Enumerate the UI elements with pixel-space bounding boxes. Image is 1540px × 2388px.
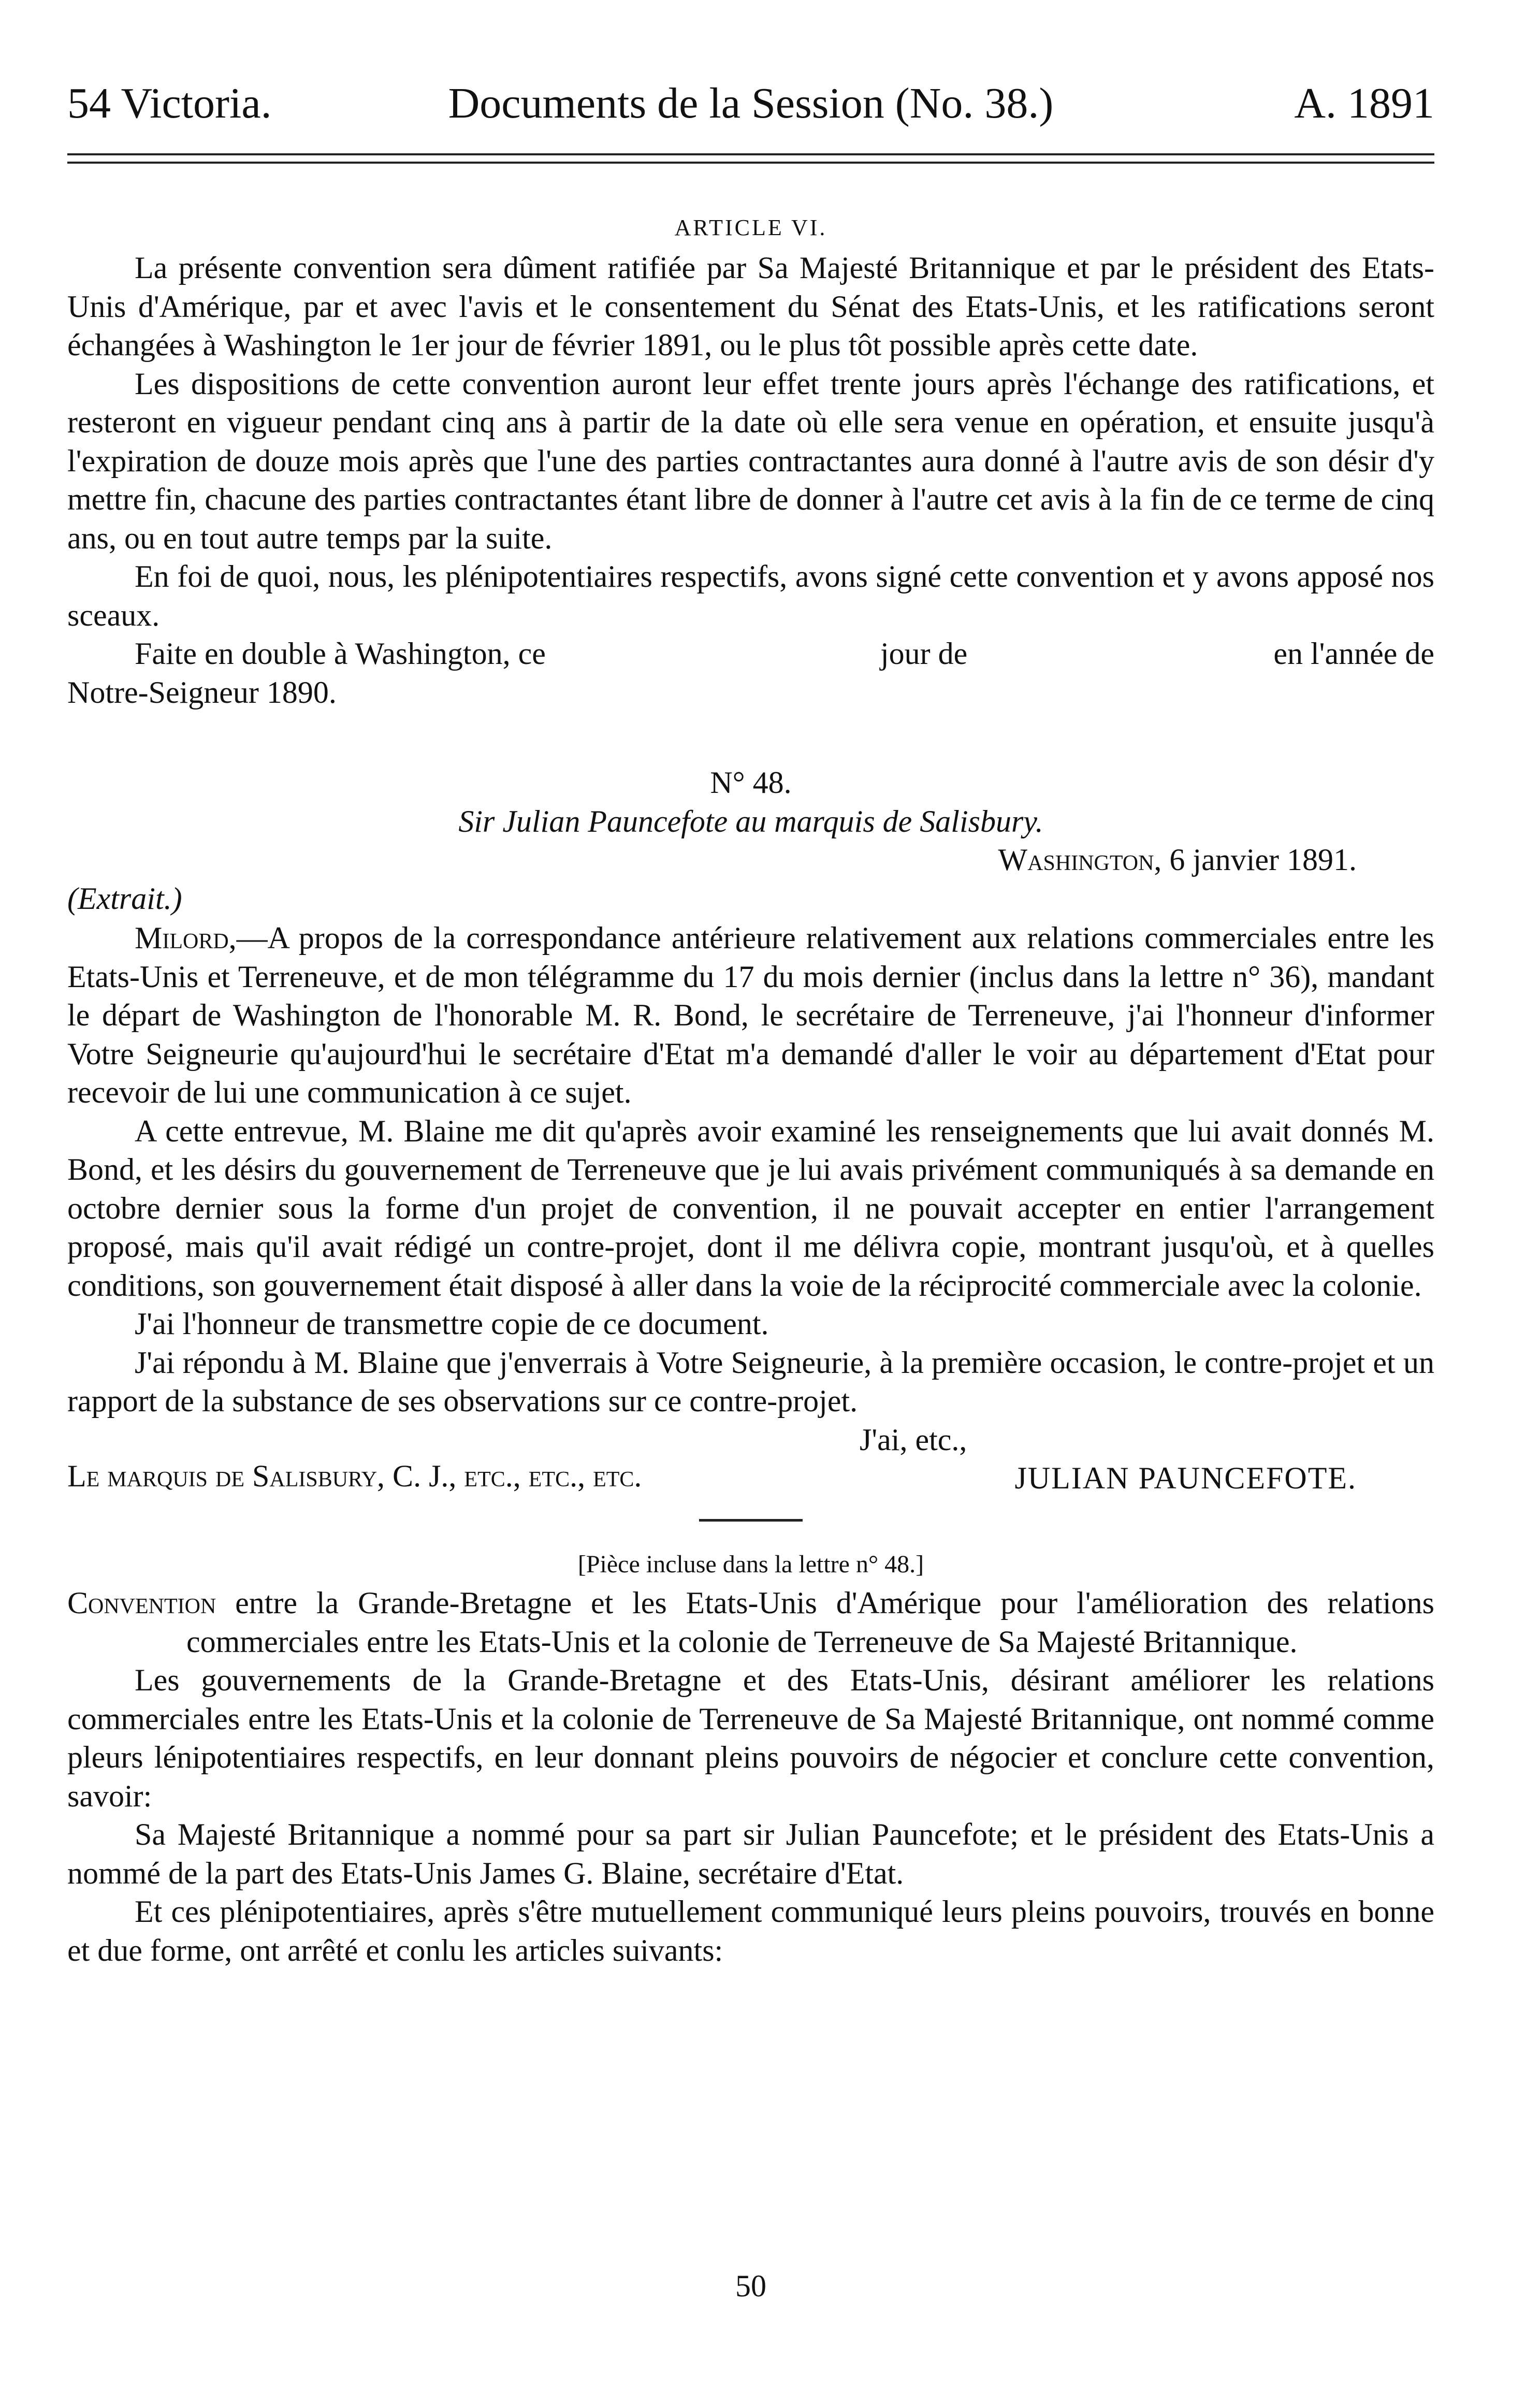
- header-year: A. 1891: [1294, 79, 1434, 127]
- letter-place-date: [67, 841, 1434, 879]
- article-paragraph: La présente convention sera dûment ratifiée par Sa Majesté Britannique et par le président des Etats-Unis d'Amérique, par et avec l'avis et le consentement du Sénat des Etats-Unis, et les ratifications seront échangées à Washington le 1er jour de février 1891, ou le plus tôt possible après cette date.: [67, 251, 1434, 362]
- convention-paragraph: Sa Majesté Britannique a nommé pour sa part sir Julian Pauncefote; et le président des Etats-Unis a nommé de la part des Etats-Unis James G. Blaine, secrétaire d'Etat.: [67, 1817, 1434, 1890]
- header-rule-top: [67, 153, 1434, 155]
- header-session-title: Documents de la Session (No. 38.): [448, 79, 1054, 127]
- extract-note: (Extrait.): [67, 881, 182, 916]
- letter-addressee-line: [67, 1457, 1434, 1498]
- letter-paragraph-text: —A propos de la correspondance antérieure relativement aux relations commerciales entre les Etats-Unis et Terreneuve, et de mon télégramme du 17 du mois dernier (inclus dans la lettre n° 36), mandant le départ de Washington de l'honorable M. R. Bond, le secrétaire de Terreneuve, j'ai l'honneur d'informer Votre Seigneurie qu'aujourd'hui le secrétaire d'Etat m'a demandé d'aller le voir au département d'Etat pour recevoir de lui une communication à ce sujet.: [67, 921, 1434, 1109]
- execution-clause-part: jour de: [880, 636, 968, 671]
- section-divider: [699, 1519, 803, 1522]
- convention-paragraph: Les gouvernements de la Grande-Bretagne et des Etats-Unis, désirant améliorer les relations commerciales entre les Etats-Unis et la colonie de Terreneuve de Sa Majesté Britannique, ont nommé comme pleurs lénipotentiaires respectifs, en leur donnant pleins pouvoirs de négocier et conclure cette convention, savoir:: [67, 1663, 1434, 1813]
- letter-salutation: Milord,: [135, 921, 237, 955]
- convention-paragraph: Et ces plénipotentiaires, après s'être mutuellement communiqué leurs pleins pouvoirs, trouvés en bonne et due forme, ont arrêté et conlu les articles suivants:: [67, 1894, 1434, 1967]
- article-paragraph: En foi de quoi, nous, les plénipotentiaires respectifs, avons signé cette convention et y avons apposé nos sceaux.: [67, 559, 1434, 632]
- execution-clause: [67, 634, 1434, 673]
- letter-paragraph: A cette entrevue, M. Blaine me dit qu'après avoir examiné les renseignements que lui avait donnés M. Bond, et les désirs du gouvernement de Terreneuve que je lui avais privément communiqués à sa demande en octobre dernier sous la forme d'un projet de convention, il ne pouvait accepter en entier l'arrangement proposé, mais qu'il avait rédigé un contre-projet, dont il me délivra copie, montrant jusqu'où, et à quelles conditions, son gouvernement était disposé à aller dans la voie de la réciprocité commerciale avec la colonie.: [67, 1113, 1434, 1302]
- execution-clause-part: Faite en double à Washington, ce: [135, 636, 546, 671]
- execution-clause-part: en l'année de: [1273, 636, 1434, 671]
- letter-date: 6 janvier 1891.: [1161, 843, 1357, 877]
- running-header: [67, 73, 1434, 135]
- convention-title: [67, 1584, 1434, 1661]
- letter-signature: JULIAN PAUNCEFOTE.: [1014, 1460, 1357, 1495]
- letter-place: Washington,: [998, 843, 1162, 877]
- letter-title: Sir Julian Pauncefote au marquis de Salisbury.: [458, 804, 1043, 838]
- article-paragraph: Les dispositions de cette convention auront leur effet trente jours après l'échange des ratifications, et resteront en vigueur pendant cinq ans à partir de la date où elle sera venue en opération, et ensuite jusqu'à l'expiration de douze mois après que l'une des parties contractantes aura donné à l'autre avis de son désir d'y mettre fin, chacune des parties contractantes étant libre de donner à l'autre cet avis à la fin de ce terme de cinq ans, ou en tout autre temps par la suite.: [67, 366, 1434, 555]
- article-heading: ARTICLE VI.: [674, 215, 827, 240]
- letter-number: N° 48.: [710, 765, 792, 800]
- letter-addressee: Le marquis de Salisbury, C. J., etc., etc., etc.: [67, 1458, 642, 1493]
- execution-clause-year: Notre-Seigneur 1890.: [67, 675, 337, 710]
- document-page: [67, 0, 1434, 2388]
- letter-paragraph: [67, 919, 1434, 1112]
- header-rule-bottom: [67, 162, 1434, 164]
- convention-title-text: entre la Grande-Bretagne et les Etats-Unis d'Amérique pour l'amélioration des relations commerciales entre les Etats-Unis et la colonie de Terreneuve de Sa Majesté Britannique.: [186, 1586, 1434, 1659]
- letter-paragraph: J'ai répondu à M. Blaine que j'enverrais à Votre Seigneurie, à la première occasion, le contre-projet et un rapport de la substance de ses observations sur ce contre-projet.: [67, 1345, 1434, 1418]
- page-number: 50: [735, 2269, 766, 2303]
- convention-title-lead: Convention: [67, 1586, 216, 1620]
- enclosure-note: [Pièce incluse dans la lettre n° 48.]: [577, 1550, 924, 1578]
- header-regnal-year: 54 Victoria.: [67, 79, 272, 127]
- page-content: [67, 207, 1434, 1970]
- letter-closing: J'ai, etc.,: [860, 1422, 967, 1457]
- letter-paragraph: J'ai l'honneur de transmettre copie de ce document.: [135, 1307, 769, 1341]
